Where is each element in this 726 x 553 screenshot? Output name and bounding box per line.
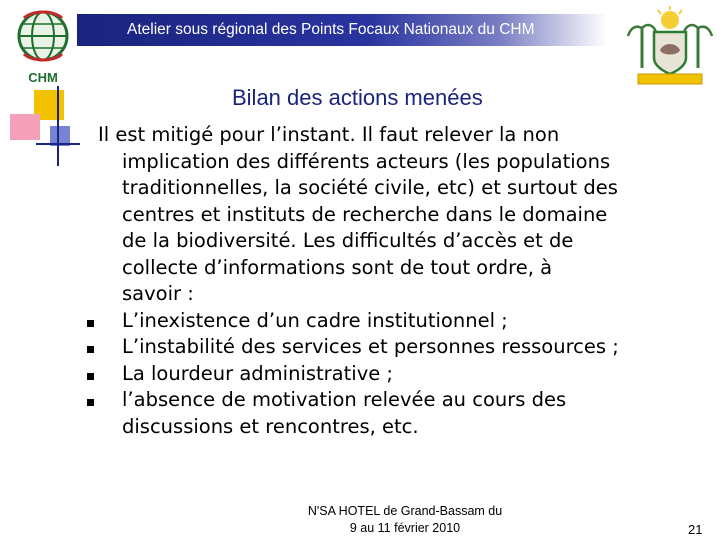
list-item [98,387,708,440]
decorative-squares [0,86,80,166]
list-item [98,308,708,335]
intro-line: implication des différents acteurs (les populations [122,149,611,173]
chm-logo [14,6,72,90]
list-item-text: La lourdeur administrative ; [122,361,394,385]
bullet-square-icon [87,346,94,353]
intro-line: centres et instituts de recherche dans le domaine [122,202,608,226]
intro-line: savoir : [122,282,194,305]
coat-of-arms-icon [624,6,716,88]
list-item-text: L’instabilité des services et personnes ressources ; [122,335,619,358]
intro-line: traditionnelles, la société civile, etc) et surtout des [122,176,618,199]
logo-label: CHM [28,70,58,85]
list-item-text: L’inexistence d’un cadre institutionnel ; [122,308,508,332]
globe-icon [14,6,72,68]
difficulties-list [98,308,708,441]
page-number: 21 [688,522,703,537]
bullet-square-icon [87,320,94,327]
header-banner: Atelier sous régional des Points Focaux Nationaux du CHM [77,14,607,46]
list-item [98,361,708,388]
list-item-text: l’absence de motivation relevée au cours des [122,388,567,411]
bullet-square-icon [87,373,94,380]
footer-dates: 9 au 11 février 2010 [349,521,461,535]
intro-line: de la biodiversité. Les difficultés d’accès et de [122,229,574,252]
intro-line: Il est mitigé pour l’instant. Il faut relever la non [98,123,560,146]
slide-body [98,122,708,440]
decorative-squares-icon [0,86,80,166]
list-item [98,334,708,361]
footer [285,503,525,537]
intro-line: collecte d’informations sont de tout ordre, à [122,255,553,279]
list-item-text: discussions et rencontres, etc. [122,414,419,438]
intro-paragraph [98,122,708,308]
slide-title: Bilan des actions menées [232,85,483,110]
coat-of-arms [624,6,716,88]
bullet-square-icon [87,399,94,406]
footer-venue: N'SA HOTEL de Grand-Bassam du [307,504,503,518]
